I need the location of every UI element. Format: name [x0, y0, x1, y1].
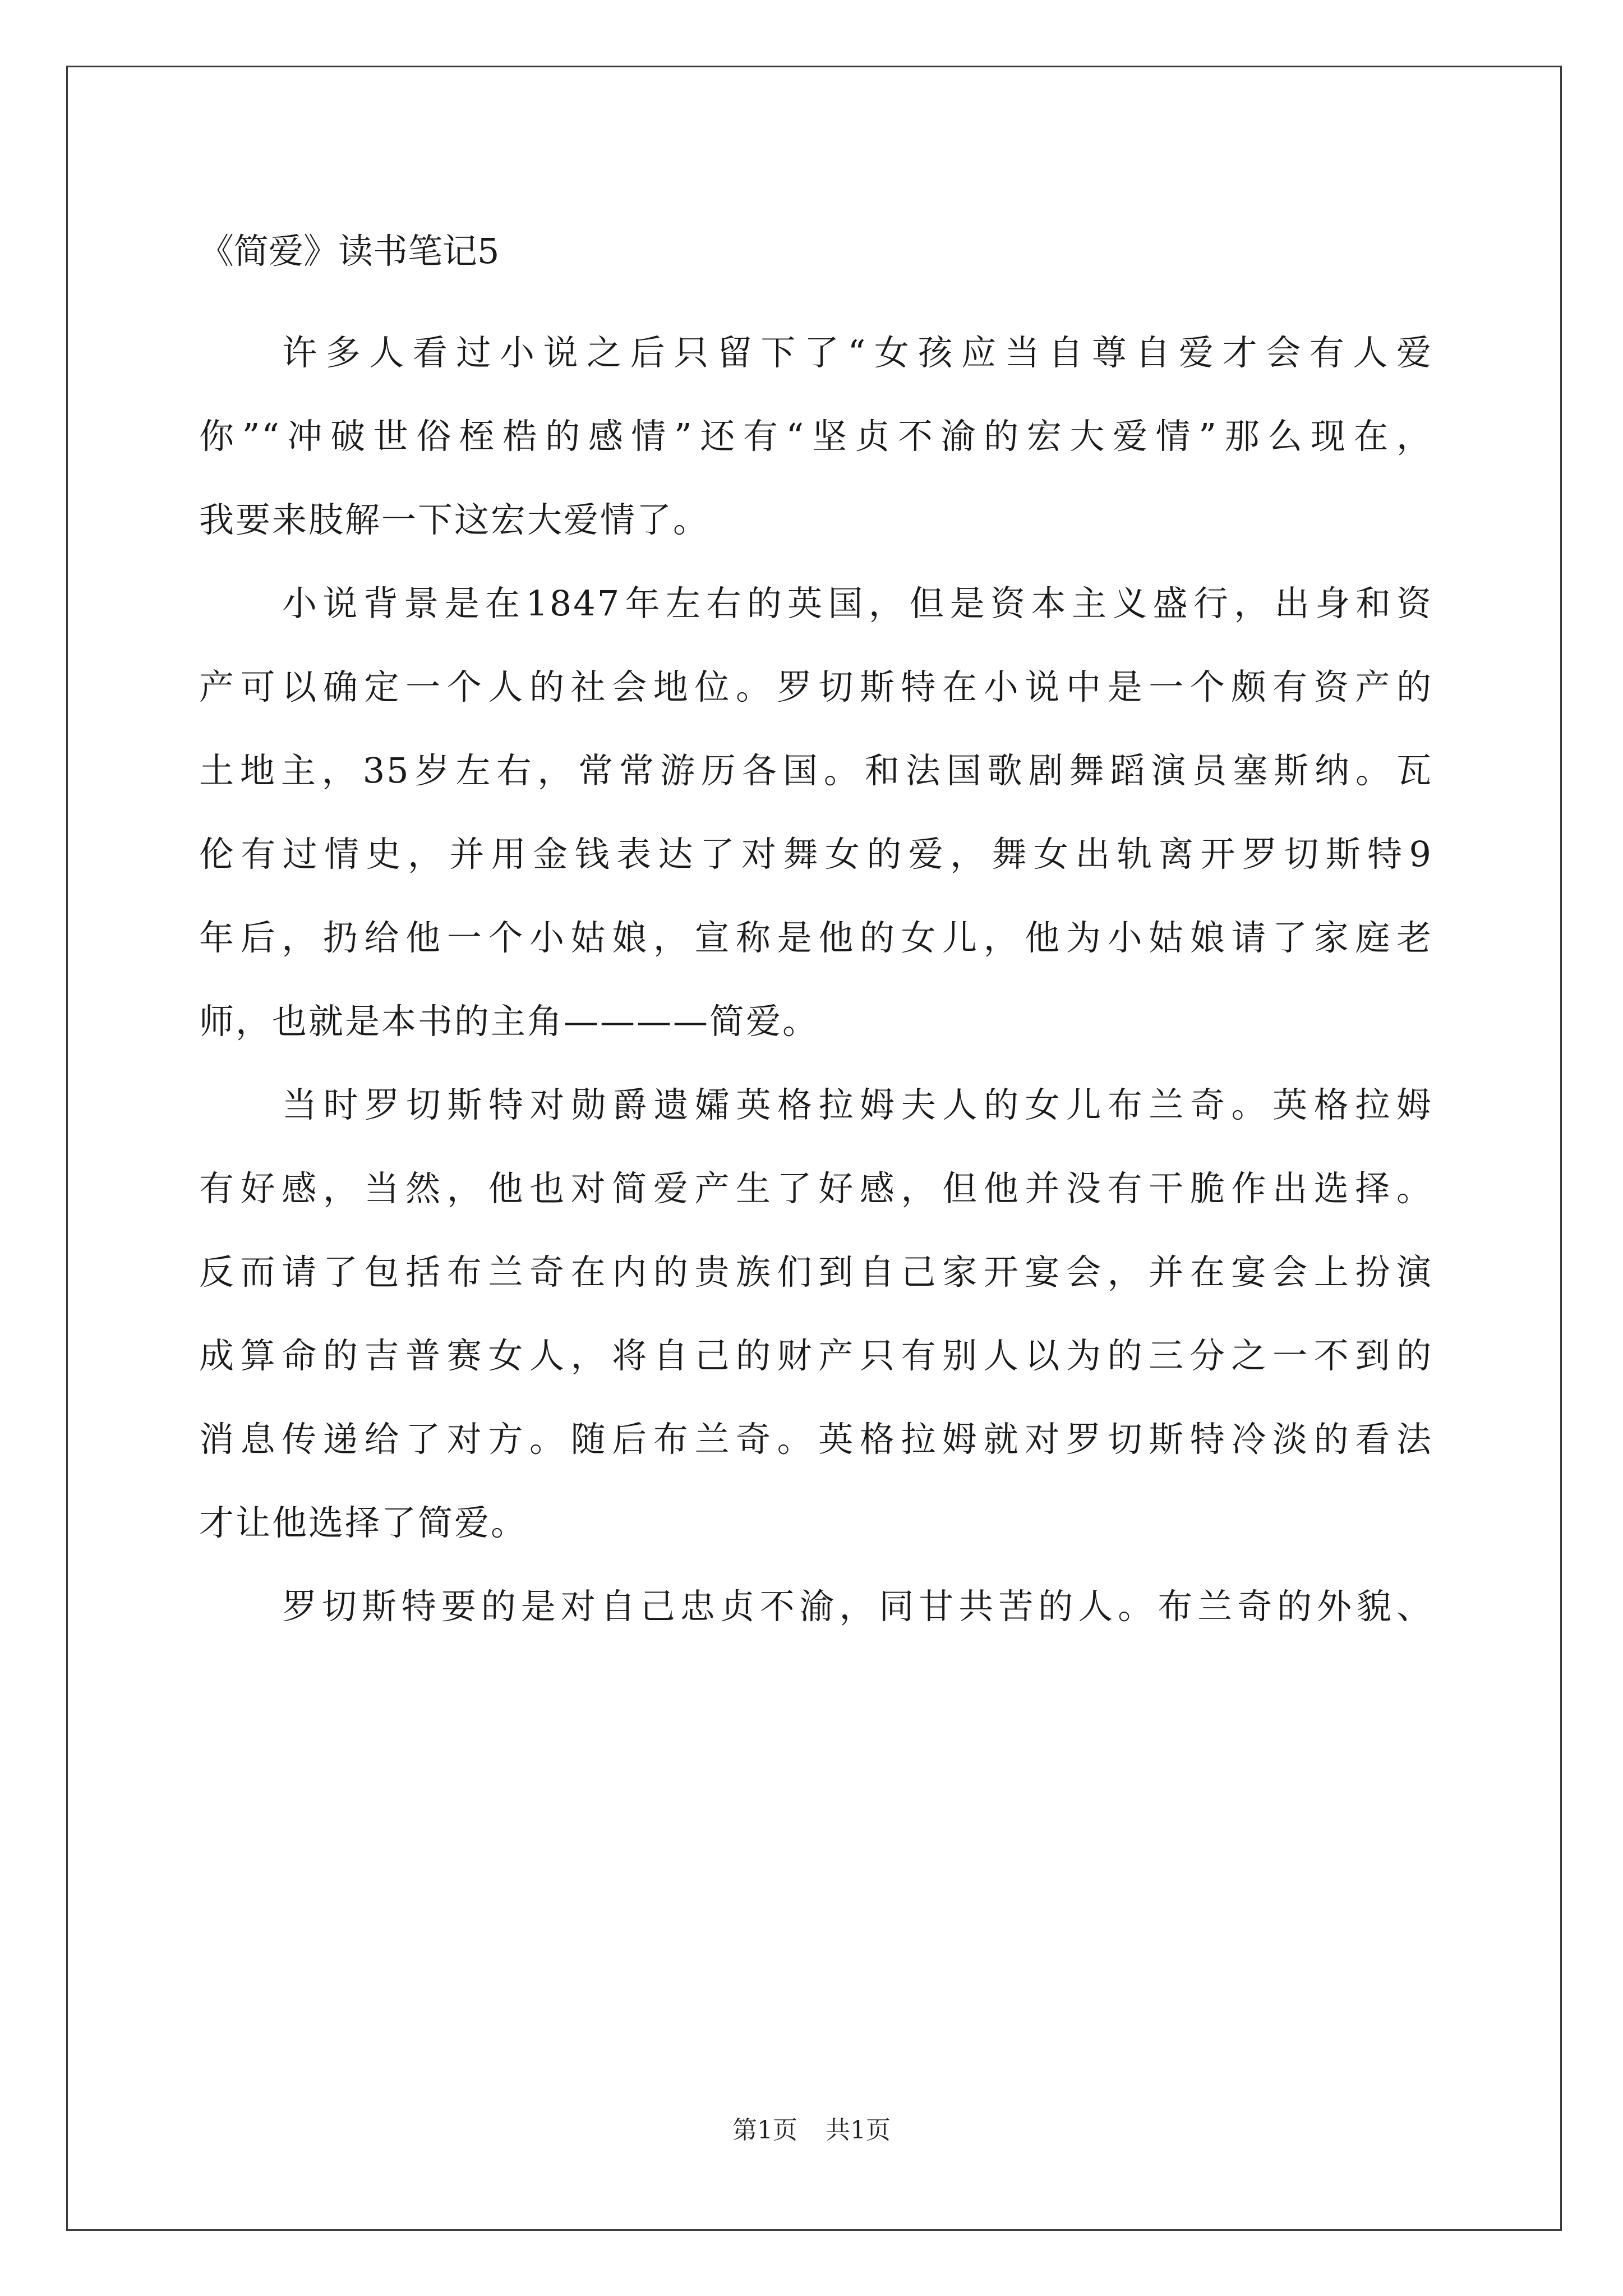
- text-line: 土地主，35岁左右，常常游历各国。和法国歌剧舞蹈演员塞斯纳。瓦: [199, 750, 1433, 791]
- text-line: 我要来肢解一下这宏大爱情了。: [199, 499, 710, 540]
- paragraph-1: [199, 311, 1433, 562]
- page-number: 第1页: [732, 2116, 797, 2145]
- text-line: 许多人看过小说之后只留下了“女孩应当自尊自爱才会有人爱: [282, 332, 1433, 373]
- page-total: 共1页: [826, 2116, 891, 2145]
- text-line: 当时罗切斯特对勋爵遗孀英格拉姆夫人的女儿布兰奇。英格拉姆: [282, 1084, 1433, 1125]
- paragraph-2: [199, 562, 1433, 1063]
- text-line: 才让他选择了简爱。: [199, 1502, 528, 1543]
- text-line: 反而请了包括布兰奇在内的贵族们到自己家开宴会，并在宴会上扮演: [199, 1251, 1433, 1292]
- text-line: 小说背景是在1847年左右的英国，但是资本主义盛行，出身和资: [282, 583, 1433, 624]
- document-body: [199, 218, 1433, 1648]
- text-line: 消息传递给了对方。随后布兰奇。英格拉姆就对罗切斯特冷淡的看法: [199, 1419, 1433, 1460]
- paragraph-3: [199, 1063, 1433, 1565]
- document-title: 《简爱》读书笔记5: [199, 231, 500, 272]
- text-line: 罗切斯特要的是对自己忠贞不渝，同甘共苦的人。布兰奇的外貌、: [282, 1586, 1433, 1627]
- text-line: 你”“冲破世俗桎梏的感情”还有“坚贞不渝的宏大爱情”那么现在，: [199, 416, 1433, 457]
- text-line: 师，也就是本书的主角————简爱。: [199, 1001, 819, 1042]
- page-footer: [0, 2114, 1623, 2147]
- text-line: 产可以确定一个人的社会地位。罗切斯特在小说中是一个颇有资产的: [199, 666, 1433, 707]
- text-line: 成算命的吉普赛女人，将自己的财产只有别人以为的三分之一不到的: [199, 1335, 1433, 1376]
- paragraph-4: [199, 1565, 1433, 1648]
- text-line: 伦有过情史，并用金钱表达了对舞女的爱，舞女出轨离开罗切斯特9: [199, 834, 1433, 875]
- text-line: 有好感，当然，他也对简爱产生了好感，但他并没有干脆作出选择。: [199, 1168, 1433, 1209]
- text-line: 年后，扔给他一个小姑娘，宣称是他的女儿，他为小姑娘请了家庭老: [199, 917, 1433, 958]
